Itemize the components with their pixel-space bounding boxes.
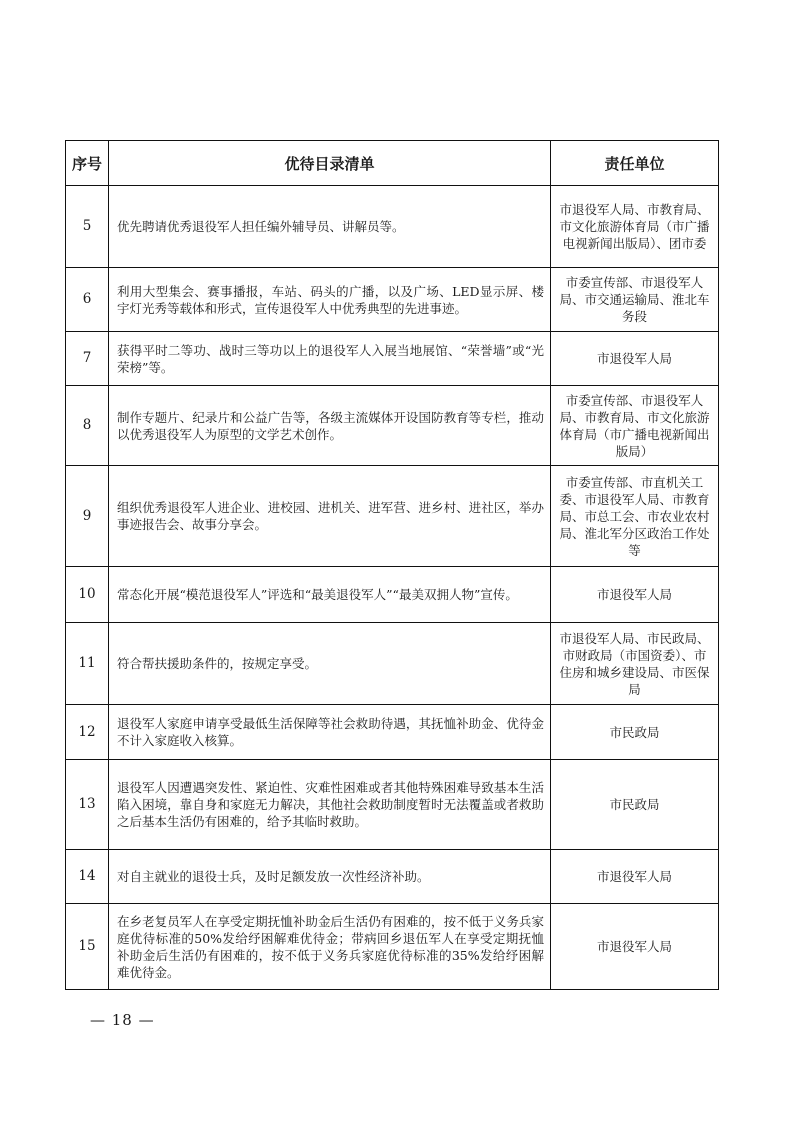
header-list: 优待目录清单 [109,141,551,186]
row-item: 组织优秀退役军人进企业、进校园、进机关、进军营、进乡村、进社区，举办事迹报告会、故事分享会。 [109,466,551,567]
table-row [66,567,719,623]
table-row [66,332,719,386]
row-item: 获得平时二等功、战时三等功以上的退役军人入展当地展馆、“荣誉墙”或“光荣榜”等。 [109,332,551,386]
table-row [66,623,719,705]
row-number: 6 [66,268,109,332]
row-item: 制作专题片、纪录片和公益广告等，各级主流媒体开设国防教育等专栏，推动以优秀退役军人为原型的文学艺术创作。 [109,386,551,466]
row-item: 退役军人因遭遇突发性、紧迫性、灾难性困难或者其他特殊困难导致基本生活陷入困境，靠自身和家庭无力解决，其他社会救助制度暂时无法覆盖或者救助之后基本生活仍有困难的，给予其临时救助。 [109,760,551,850]
table-row [66,268,719,332]
benefits-table [65,140,719,990]
row-unit: 市退役军人局、市民政局、市财政局（市国资委）、市住房和城乡建设局、市医保局 [551,623,719,705]
header-seq: 序号 [66,141,109,186]
row-unit: 市退役军人局 [551,332,719,386]
row-number: 12 [66,705,109,760]
table-row [66,386,719,466]
row-number: 5 [66,186,109,268]
row-item: 退役军人家庭申请享受最低生活保障等社会救助待遇，其抚恤补助金、优待金不计入家庭收入核算。 [109,705,551,760]
row-item: 利用大型集会、赛事播报，车站、码头的广播，以及广场、LED显示屏、楼宇灯光秀等载体和形式，宣传退役军人中优秀典型的先进事迹。 [109,268,551,332]
row-unit: 市退役军人局 [551,904,719,990]
row-number: 14 [66,850,109,904]
row-number: 11 [66,623,109,705]
row-number: 9 [66,466,109,567]
page-number: — 18 — [90,1011,155,1029]
row-unit: 市民政局 [551,705,719,760]
table-row [66,850,719,904]
row-unit: 市委宣传部、市直机关工委、市退役军人局、市教育局、市总工会、市农业农村局、淮北军分区政治工作处等 [551,466,719,567]
row-number: 10 [66,567,109,623]
row-item: 常态化开展“模范退役军人”评选和“最美退役军人”“最美双拥人物”宣传。 [109,567,551,623]
row-unit: 市委宣传部、市退役军人局、市交通运输局、淮北车务段 [551,268,719,332]
row-item: 对自主就业的退役士兵，及时足额发放一次性经济补助。 [109,850,551,904]
row-number: 15 [66,904,109,990]
row-item: 在乡老复员军人在享受定期抚恤补助金后生活仍有困难的，按不低于义务兵家庭优待标准的50%发给纾困解难优待金；带病回乡退伍军人在享受定期抚恤补助金后生活仍有困难的，按不低于义务兵家庭优待标准的35%发给纾困解难优待金。 [109,904,551,990]
row-item: 优先聘请优秀退役军人担任编外辅导员、讲解员等。 [109,186,551,268]
table-row [66,705,719,760]
row-unit: 市退役军人局、市教育局、市文化旅游体育局（市广播电视新闻出版局）、团市委 [551,186,719,268]
row-number: 13 [66,760,109,850]
table-row [66,186,719,268]
table-row [66,466,719,567]
table-header-row [66,141,719,186]
table-row [66,760,719,850]
row-number: 7 [66,332,109,386]
row-unit: 市退役军人局 [551,850,719,904]
row-unit: 市民政局 [551,760,719,850]
header-unit: 责任单位 [551,141,719,186]
table-row [66,904,719,990]
row-unit: 市委宣传部、市退役军人局、市教育局、市文化旅游体育局（市广播电视新闻出版局） [551,386,719,466]
row-item: 符合帮扶援助条件的，按规定享受。 [109,623,551,705]
row-unit: 市退役军人局 [551,567,719,623]
row-number: 8 [66,386,109,466]
